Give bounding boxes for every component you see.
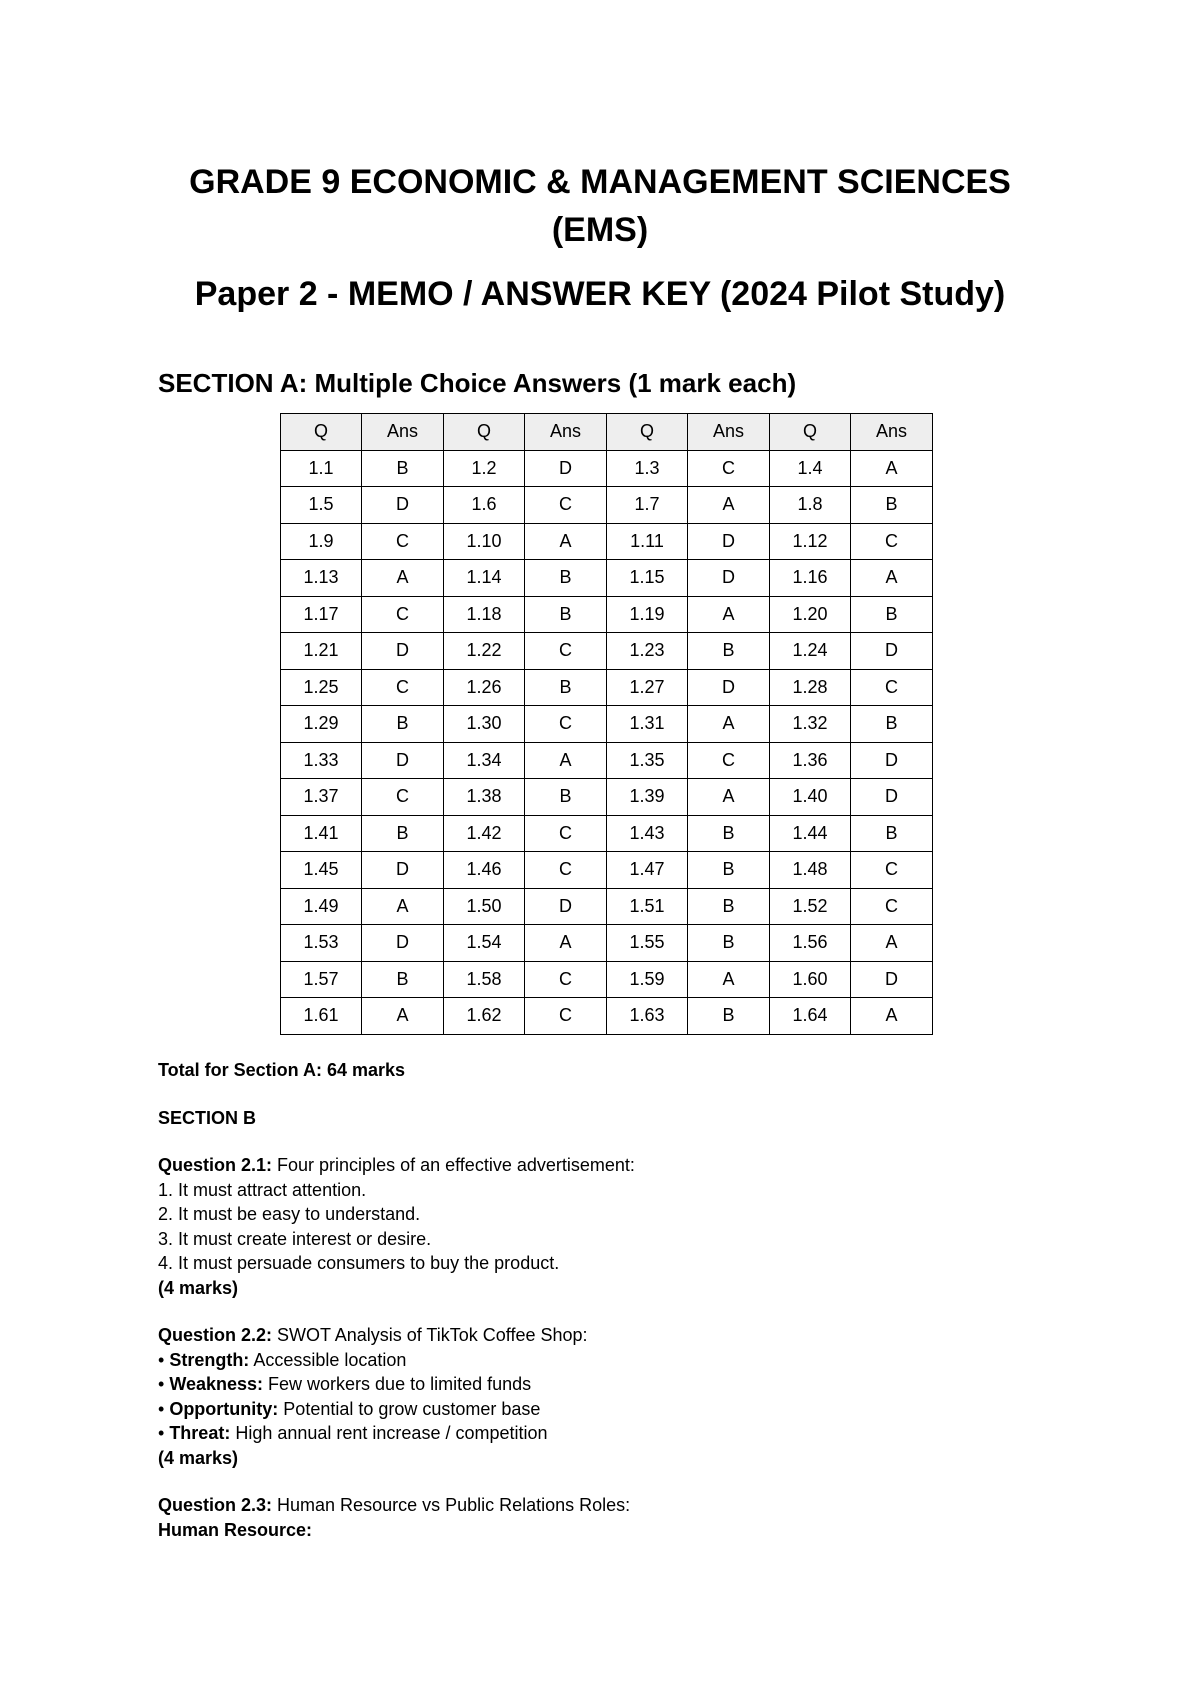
question-number-cell: 1.7: [607, 487, 688, 524]
table-header-row: [281, 414, 933, 451]
answer-cell: A: [688, 706, 770, 743]
answer-cell: A: [851, 998, 933, 1035]
answer-cell: A: [525, 925, 607, 962]
answer-key-body: [281, 450, 933, 1034]
title-line-2: Paper 2 - MEMO / ANSWER KEY (2024 Pilot Study): [194, 275, 1006, 313]
question-label: Question 2.2:: [158, 1325, 273, 1345]
question-number-cell: 1.41: [281, 815, 362, 852]
section-b-heading: SECTION B: [158, 1107, 257, 1128]
question-number-cell: 1.31: [607, 706, 688, 743]
answer-cell: A: [525, 523, 607, 560]
answer-cell: B: [851, 706, 933, 743]
swot-text: Few workers due to limited funds: [263, 1374, 532, 1394]
answer-cell: B: [688, 852, 770, 889]
question-2-1: [158, 1153, 1058, 1178]
question-number-cell: 1.45: [281, 852, 362, 889]
answer-cell: D: [362, 925, 444, 962]
answer-cell: C: [525, 815, 607, 852]
swot-label: Strength:: [169, 1349, 250, 1370]
question-number-cell: 1.47: [607, 852, 688, 889]
answer-cell: D: [851, 633, 933, 670]
answer-cell: D: [362, 852, 444, 889]
question-number-cell: 1.20: [770, 596, 851, 633]
answer-cell: C: [525, 852, 607, 889]
question-number-cell: 1.17: [281, 596, 362, 633]
question-number-cell: 1.58: [444, 961, 525, 998]
answer-cell: D: [688, 669, 770, 706]
question-number-cell: 1.55: [607, 925, 688, 962]
answer-cell: C: [851, 523, 933, 560]
list-item: 4. It must persuade consumers to buy the product.: [158, 1253, 560, 1273]
question-number-cell: 1.56: [770, 925, 851, 962]
answer-cell: D: [362, 633, 444, 670]
question-number-cell: 1.59: [607, 961, 688, 998]
answer-cell: A: [525, 742, 607, 779]
swot-label: Opportunity:: [169, 1398, 279, 1419]
question-text: Human Resource vs Public Relations Roles:: [272, 1495, 631, 1515]
section-a-total: Total for Section A: 64 marks: [158, 1060, 406, 1080]
swot-label: Weakness:: [169, 1374, 264, 1394]
answer-cell: B: [851, 815, 933, 852]
list-item: [158, 1372, 1058, 1397]
question-label: Question 2.3:: [158, 1495, 273, 1515]
table-row: [281, 779, 933, 816]
question-number-cell: 1.29: [281, 706, 362, 743]
answer-cell: C: [525, 998, 607, 1035]
answer-cell: A: [851, 560, 933, 597]
question-number-cell: 1.2: [444, 450, 525, 487]
table-row: [281, 925, 933, 962]
question-number-cell: 1.19: [607, 596, 688, 633]
header-q: Q: [281, 414, 362, 451]
question-number-cell: 1.64: [770, 998, 851, 1035]
question-number-cell: 1.60: [770, 961, 851, 998]
question-number-cell: 1.30: [444, 706, 525, 743]
question-number-cell: 1.57: [281, 961, 362, 998]
swot-text: Accessible location: [249, 1349, 407, 1370]
question-number-cell: 1.4: [770, 450, 851, 487]
table-row: [281, 560, 933, 597]
swot-label: Threat:: [169, 1423, 231, 1443]
answer-cell: D: [362, 742, 444, 779]
question-2-3: [158, 1493, 1058, 1518]
list-item: [158, 1397, 1058, 1422]
answer-cell: C: [362, 523, 444, 560]
list-item: [158, 1348, 1058, 1373]
question-text: Four principles of an effective advertisement:: [272, 1155, 635, 1175]
answer-cell: B: [688, 998, 770, 1035]
answer-cell: C: [362, 779, 444, 816]
bullet: •: [158, 1398, 170, 1419]
answer-cell: A: [851, 450, 933, 487]
answer-cell: C: [362, 596, 444, 633]
question-number-cell: 1.5: [281, 487, 362, 524]
answer-cell: C: [688, 450, 770, 487]
answer-cell: D: [688, 560, 770, 597]
bullet: •: [158, 1349, 170, 1370]
question-number-cell: 1.26: [444, 669, 525, 706]
question-number-cell: 1.11: [607, 523, 688, 560]
question-number-cell: 1.44: [770, 815, 851, 852]
answer-cell: B: [688, 633, 770, 670]
question-number-cell: 1.39: [607, 779, 688, 816]
question-number-cell: 1.28: [770, 669, 851, 706]
question-label: Question 2.1:: [158, 1155, 273, 1175]
answer-cell: A: [688, 487, 770, 524]
section-a-heading: SECTION A: Multiple Choice Answers (1 mark each): [158, 368, 797, 398]
question-2-2: [158, 1323, 1058, 1348]
answer-cell: B: [851, 487, 933, 524]
answer-cell: C: [525, 633, 607, 670]
answer-cell: C: [525, 961, 607, 998]
answer-cell: A: [851, 925, 933, 962]
answer-cell: B: [525, 669, 607, 706]
swot-text: High annual rent increase / competition: [230, 1423, 548, 1443]
answer-cell: D: [362, 487, 444, 524]
question-number-cell: 1.18: [444, 596, 525, 633]
question-number-cell: 1.21: [281, 633, 362, 670]
answer-cell: D: [525, 450, 607, 487]
question-number-cell: 1.34: [444, 742, 525, 779]
question-number-cell: 1.63: [607, 998, 688, 1035]
table-row: [281, 815, 933, 852]
question-number-cell: 1.22: [444, 633, 525, 670]
title-line-1: GRADE 9 ECONOMIC & MANAGEMENT SCIENCES (EMS): [189, 163, 1011, 249]
question-number-cell: 1.49: [281, 888, 362, 925]
question-text: SWOT Analysis of TikTok Coffee Shop:: [272, 1325, 588, 1345]
document-title: [150, 158, 1050, 318]
table-row: [281, 961, 933, 998]
answer-cell: D: [688, 523, 770, 560]
question-number-cell: 1.15: [607, 560, 688, 597]
list-item: 2. It must be easy to understand.: [158, 1204, 421, 1224]
question-number-cell: 1.23: [607, 633, 688, 670]
question-number-cell: 1.3: [607, 450, 688, 487]
list-item: [158, 1421, 1058, 1446]
list-item: 3. It must create interest or desire.: [158, 1228, 432, 1249]
question-number-cell: 1.62: [444, 998, 525, 1035]
question-number-cell: 1.24: [770, 633, 851, 670]
bullet: •: [158, 1374, 170, 1394]
table-row: [281, 852, 933, 889]
header-ans: Ans: [688, 414, 770, 451]
answer-cell: B: [525, 560, 607, 597]
answer-cell: A: [688, 961, 770, 998]
answer-key-table: [280, 413, 933, 1035]
question-number-cell: 1.36: [770, 742, 851, 779]
answer-cell: A: [362, 888, 444, 925]
question-number-cell: 1.40: [770, 779, 851, 816]
question-number-cell: 1.1: [281, 450, 362, 487]
sub-heading: Human Resource:: [158, 1519, 313, 1540]
table-row: [281, 450, 933, 487]
question-number-cell: 1.16: [770, 560, 851, 597]
question-number-cell: 1.12: [770, 523, 851, 560]
answer-cell: A: [688, 596, 770, 633]
answer-cell: C: [688, 742, 770, 779]
question-number-cell: 1.27: [607, 669, 688, 706]
question-number-cell: 1.8: [770, 487, 851, 524]
answer-cell: D: [851, 961, 933, 998]
marks-label: (4 marks): [158, 1277, 239, 1298]
bullet: •: [158, 1423, 170, 1443]
list-item: 1. It must attract attention.: [158, 1179, 367, 1200]
answer-cell: B: [851, 596, 933, 633]
answer-cell: B: [688, 888, 770, 925]
question-number-cell: 1.6: [444, 487, 525, 524]
answer-cell: C: [851, 669, 933, 706]
answer-cell: C: [851, 852, 933, 889]
question-number-cell: 1.33: [281, 742, 362, 779]
answer-cell: D: [851, 779, 933, 816]
header-q: Q: [444, 414, 525, 451]
answer-cell: C: [362, 669, 444, 706]
question-number-cell: 1.38: [444, 779, 525, 816]
header-ans: Ans: [362, 414, 444, 451]
answer-cell: D: [851, 742, 933, 779]
answer-cell: A: [688, 779, 770, 816]
answer-cell: C: [525, 706, 607, 743]
question-number-cell: 1.32: [770, 706, 851, 743]
question-number-cell: 1.51: [607, 888, 688, 925]
answer-cell: A: [362, 560, 444, 597]
table-row: [281, 706, 933, 743]
question-number-cell: 1.13: [281, 560, 362, 597]
header-q: Q: [607, 414, 688, 451]
question-number-cell: 1.48: [770, 852, 851, 889]
answer-cell: B: [362, 815, 444, 852]
table-row: [281, 998, 933, 1035]
question-number-cell: 1.61: [281, 998, 362, 1035]
question-number-cell: 1.9: [281, 523, 362, 560]
table-row: [281, 633, 933, 670]
table-row: [281, 596, 933, 633]
marks-label: (4 marks): [158, 1447, 239, 1468]
table-row: [281, 669, 933, 706]
question-number-cell: 1.50: [444, 888, 525, 925]
table-row: [281, 888, 933, 925]
answer-cell: B: [362, 450, 444, 487]
table-row: [281, 487, 933, 524]
answer-cell: B: [525, 779, 607, 816]
answer-cell: C: [851, 888, 933, 925]
question-number-cell: 1.25: [281, 669, 362, 706]
answer-cell: B: [688, 925, 770, 962]
answer-cell: B: [688, 815, 770, 852]
question-number-cell: 1.54: [444, 925, 525, 962]
table-row: [281, 742, 933, 779]
table-row: [281, 523, 933, 560]
question-number-cell: 1.35: [607, 742, 688, 779]
question-number-cell: 1.46: [444, 852, 525, 889]
swot-text: Potential to grow customer base: [278, 1398, 541, 1419]
answer-cell: B: [525, 596, 607, 633]
question-number-cell: 1.10: [444, 523, 525, 560]
answer-cell: C: [525, 487, 607, 524]
answer-cell: B: [362, 961, 444, 998]
question-number-cell: 1.43: [607, 815, 688, 852]
answer-cell: D: [525, 888, 607, 925]
header-q: Q: [770, 414, 851, 451]
question-number-cell: 1.53: [281, 925, 362, 962]
question-number-cell: 1.52: [770, 888, 851, 925]
question-number-cell: 1.37: [281, 779, 362, 816]
answer-cell: B: [362, 706, 444, 743]
answer-cell: A: [362, 998, 444, 1035]
memo-body: [158, 1058, 1058, 1542]
question-number-cell: 1.14: [444, 560, 525, 597]
question-number-cell: 1.42: [444, 815, 525, 852]
header-ans: Ans: [851, 414, 933, 451]
header-ans: Ans: [525, 414, 607, 451]
